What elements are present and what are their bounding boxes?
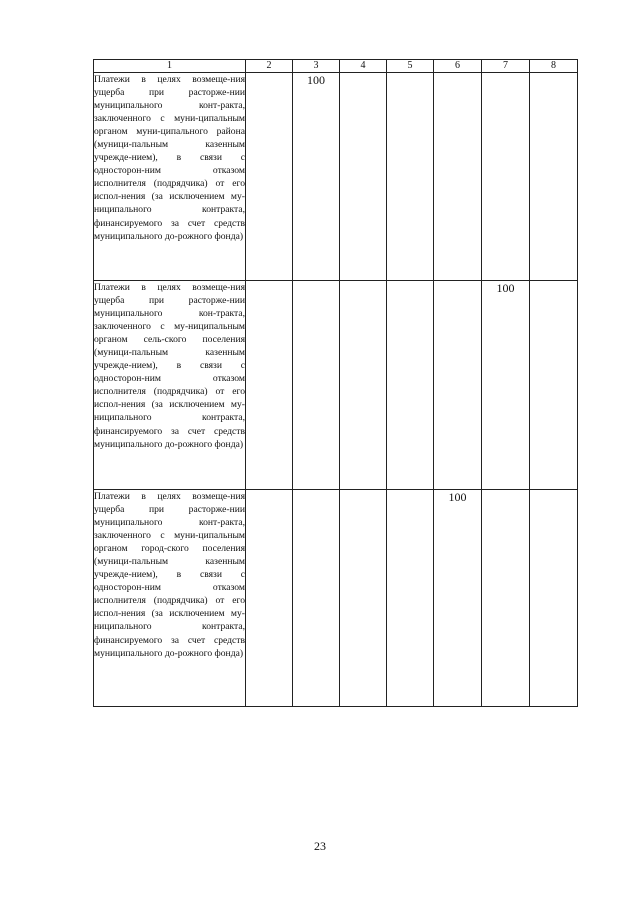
table-cell — [340, 73, 387, 281]
column-header-3: 3 — [293, 60, 340, 73]
table-cell — [246, 490, 293, 707]
column-header-6: 6 — [434, 60, 482, 73]
table-cell: 100 — [434, 490, 482, 707]
table-cell — [387, 281, 434, 490]
table-cell — [530, 281, 578, 490]
row-description: Платежи в целях возмеще-ния ущерба при расторже-нии муниципального конт-ракта, заключенного с муни-ципальным органом город-ского поселения (муници-пальным казенным учрежде-нием), в связи с односторон-ним отказом исполнителя (подрядчика) от его испол-нения (за исключением му-ниципального контракта, финансируемого за счет средств муниципального до-рожного фонда) — [94, 490, 246, 707]
column-header-8: 8 — [530, 60, 578, 73]
column-header-5: 5 — [387, 60, 434, 73]
table-row — [94, 281, 578, 490]
column-header-4: 4 — [340, 60, 387, 73]
table-cell — [293, 490, 340, 707]
table-row — [94, 490, 578, 707]
column-header-2: 2 — [246, 60, 293, 73]
row-description: Платежи в целях возмеще-ния ущерба при расторже-нии муниципального конт-ракта, заключенного с муни-ципальным органом муни-ципального района (муници-пальным казенным учрежде-нием), в связи с односторон-ним отказом исполнителя (подрядчика) от его испол-нения (за исключением му-ниципального контракта, финансируемого за счет средств муниципального до-рожного фонда) — [94, 73, 246, 281]
table-cell — [434, 73, 482, 281]
table-cell — [246, 73, 293, 281]
table-cell: 100 — [293, 73, 340, 281]
data-table — [93, 59, 578, 707]
table-cell — [482, 490, 530, 707]
table-cell — [387, 490, 434, 707]
table-cell — [293, 281, 340, 490]
page-number: 23 — [314, 839, 326, 853]
row-description: Платежи в целях возмеще-ния ущерба при расторже-нии муниципального кон-тракта, заключенного с му-ниципальным органом сель-ского поселения (муници-пальным казенным учрежде-нием), в связи с односторон-ним отказом исполнителя (подрядчика) от его испол-нения (за исключением му-ниципального контракта, финансируемого за счет средств муниципального до-рожного фонда) — [94, 281, 246, 490]
table-cell — [482, 73, 530, 281]
table-cell: 100 — [482, 281, 530, 490]
table-cell — [340, 281, 387, 490]
table-row — [94, 73, 578, 281]
table-cell — [530, 73, 578, 281]
table-cell — [340, 490, 387, 707]
table-cell — [387, 73, 434, 281]
column-header-1: 1 — [94, 60, 246, 73]
table-cell — [434, 281, 482, 490]
column-header-7: 7 — [482, 60, 530, 73]
table-cell — [246, 281, 293, 490]
table-cell — [530, 490, 578, 707]
header-row — [94, 60, 578, 73]
